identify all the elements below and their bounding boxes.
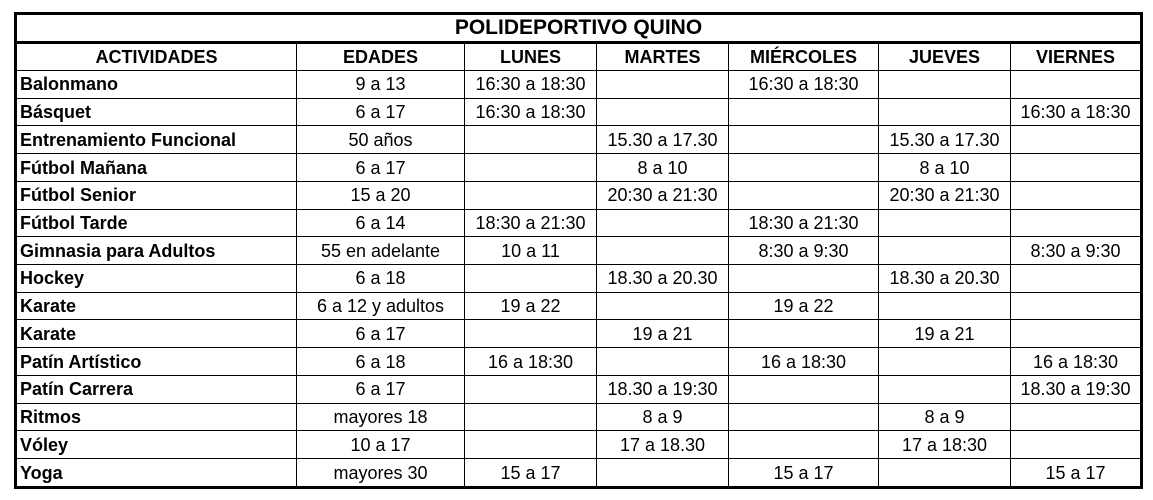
activity-cell: Hockey (16, 265, 297, 293)
age-cell: 6 a 17 (297, 154, 465, 182)
age-cell: mayores 18 (297, 403, 465, 431)
schedule-cell: 18:30 a 21:30 (729, 209, 879, 237)
schedule-cell: 19 a 21 (879, 320, 1011, 348)
schedule-cell: 19 a 21 (597, 320, 729, 348)
schedule-cell: 15.30 a 17.30 (879, 126, 1011, 154)
schedule-cell: 19 a 22 (729, 292, 879, 320)
table-row (16, 209, 1142, 237)
schedule-cell (729, 375, 879, 403)
activity-cell: Entrenamiento Funcional (16, 126, 297, 154)
column-header: LUNES (465, 43, 597, 71)
schedule-cell: 16 a 18:30 (1011, 348, 1142, 376)
column-header: ACTIVIDADES (16, 43, 297, 71)
schedule-cell (597, 237, 729, 265)
schedule-cell (465, 375, 597, 403)
table-row (16, 71, 1142, 99)
schedule-cell: 15 a 17 (1011, 459, 1142, 488)
schedule-cell: 16:30 a 18:30 (465, 98, 597, 126)
schedule-cell: 15 a 17 (729, 459, 879, 488)
schedule-cell (465, 431, 597, 459)
schedule-cell (465, 403, 597, 431)
table-row (16, 237, 1142, 265)
schedule-cell: 16:30 a 18:30 (1011, 98, 1142, 126)
schedule-cell (879, 292, 1011, 320)
schedule-cell (597, 459, 729, 488)
schedule-cell: 19 a 22 (465, 292, 597, 320)
schedule-cell (465, 154, 597, 182)
table-row (16, 181, 1142, 209)
schedule-cell: 18.30 a 20.30 (879, 265, 1011, 293)
schedule-cell: 16 a 18:30 (729, 348, 879, 376)
schedule-cell (879, 237, 1011, 265)
table-row (16, 98, 1142, 126)
schedule-cell (729, 265, 879, 293)
schedule-cell: 18.30 a 19:30 (1011, 375, 1142, 403)
table-row (16, 154, 1142, 182)
schedule-cell: 20:30 a 21:30 (879, 181, 1011, 209)
schedule-cell (729, 181, 879, 209)
schedule-cell (729, 154, 879, 182)
schedule-cell: 8:30 a 9:30 (729, 237, 879, 265)
schedule-cell (597, 98, 729, 126)
age-cell: 15 a 20 (297, 181, 465, 209)
table-row (16, 265, 1142, 293)
age-cell: 6 a 12 y adultos (297, 292, 465, 320)
activity-cell: Yoga (16, 459, 297, 488)
schedule-cell (597, 209, 729, 237)
schedule-cell (597, 71, 729, 99)
schedule-cell (729, 431, 879, 459)
schedule-cell: 16:30 a 18:30 (729, 71, 879, 99)
activity-cell: Karate (16, 292, 297, 320)
activity-cell: Karate (16, 320, 297, 348)
activity-cell: Fútbol Senior (16, 181, 297, 209)
schedule-cell (1011, 126, 1142, 154)
header-row (16, 43, 1142, 71)
schedule-cell (1011, 292, 1142, 320)
age-cell: 6 a 17 (297, 320, 465, 348)
activity-cell: Balonmano (16, 71, 297, 99)
schedule-cell: 15.30 a 17.30 (597, 126, 729, 154)
schedule-cell (1011, 209, 1142, 237)
table-row (16, 431, 1142, 459)
schedule-cell (729, 320, 879, 348)
schedule-cell (1011, 431, 1142, 459)
activity-cell: Vóley (16, 431, 297, 459)
table-row (16, 348, 1142, 376)
activity-cell: Fútbol Mañana (16, 154, 297, 182)
age-cell: 6 a 17 (297, 98, 465, 126)
table-row (16, 320, 1142, 348)
schedule-table (14, 12, 1143, 489)
age-cell: mayores 30 (297, 459, 465, 488)
schedule-cell: 18:30 a 21:30 (465, 209, 597, 237)
activity-cell: Patín Artístico (16, 348, 297, 376)
column-header: MARTES (597, 43, 729, 71)
title-row (16, 14, 1142, 43)
table-row (16, 403, 1142, 431)
age-cell: 6 a 14 (297, 209, 465, 237)
schedule-cell: 15 a 17 (465, 459, 597, 488)
age-cell: 50 años (297, 126, 465, 154)
schedule-cell: 8:30 a 9:30 (1011, 237, 1142, 265)
age-cell: 6 a 17 (297, 375, 465, 403)
schedule-cell: 18.30 a 19:30 (597, 375, 729, 403)
schedule-cell (879, 71, 1011, 99)
schedule-cell (465, 320, 597, 348)
activity-cell: Gimnasia para Adultos (16, 237, 297, 265)
activity-cell: Básquet (16, 98, 297, 126)
schedule-cell (729, 126, 879, 154)
age-cell: 6 a 18 (297, 265, 465, 293)
schedule-cell: 8 a 10 (879, 154, 1011, 182)
schedule-cell: 10 a 11 (465, 237, 597, 265)
schedule-cell: 8 a 9 (597, 403, 729, 431)
age-cell: 10 a 17 (297, 431, 465, 459)
table-row (16, 126, 1142, 154)
schedule-cell (879, 348, 1011, 376)
column-header: EDADES (297, 43, 465, 71)
schedule-cell (879, 459, 1011, 488)
age-cell: 55 en adelante (297, 237, 465, 265)
schedule-cell (465, 265, 597, 293)
schedule-cell (1011, 265, 1142, 293)
column-header: MIÉRCOLES (729, 43, 879, 71)
schedule-cell: 18.30 a 20.30 (597, 265, 729, 293)
table-row (16, 292, 1142, 320)
schedule-cell: 17 a 18:30 (879, 431, 1011, 459)
table-row (16, 459, 1142, 488)
activity-cell: Fútbol Tarde (16, 209, 297, 237)
schedule-cell (597, 292, 729, 320)
column-header: JUEVES (879, 43, 1011, 71)
schedule-cell (1011, 71, 1142, 99)
column-header: VIERNES (1011, 43, 1142, 71)
schedule-cell (465, 126, 597, 154)
schedule-cell (1011, 403, 1142, 431)
table-body (16, 71, 1142, 488)
activity-cell: Patín Carrera (16, 375, 297, 403)
activity-cell: Ritmos (16, 403, 297, 431)
schedule-cell (879, 98, 1011, 126)
schedule-cell: 8 a 10 (597, 154, 729, 182)
schedule-cell: 20:30 a 21:30 (597, 181, 729, 209)
schedule-cell: 16:30 a 18:30 (465, 71, 597, 99)
schedule-cell (729, 98, 879, 126)
schedule-cell: 17 a 18.30 (597, 431, 729, 459)
schedule-cell (879, 375, 1011, 403)
table-title: POLIDEPORTIVO QUINO (16, 14, 1142, 43)
schedule-cell (1011, 320, 1142, 348)
schedule-cell (597, 348, 729, 376)
schedule-cell (729, 403, 879, 431)
age-cell: 6 a 18 (297, 348, 465, 376)
schedule-cell (465, 181, 597, 209)
schedule-cell: 16 a 18:30 (465, 348, 597, 376)
table-row (16, 375, 1142, 403)
age-cell: 9 a 13 (297, 71, 465, 99)
schedule-cell (1011, 154, 1142, 182)
schedule-cell: 8 a 9 (879, 403, 1011, 431)
schedule-cell (879, 209, 1011, 237)
schedule-cell (1011, 181, 1142, 209)
